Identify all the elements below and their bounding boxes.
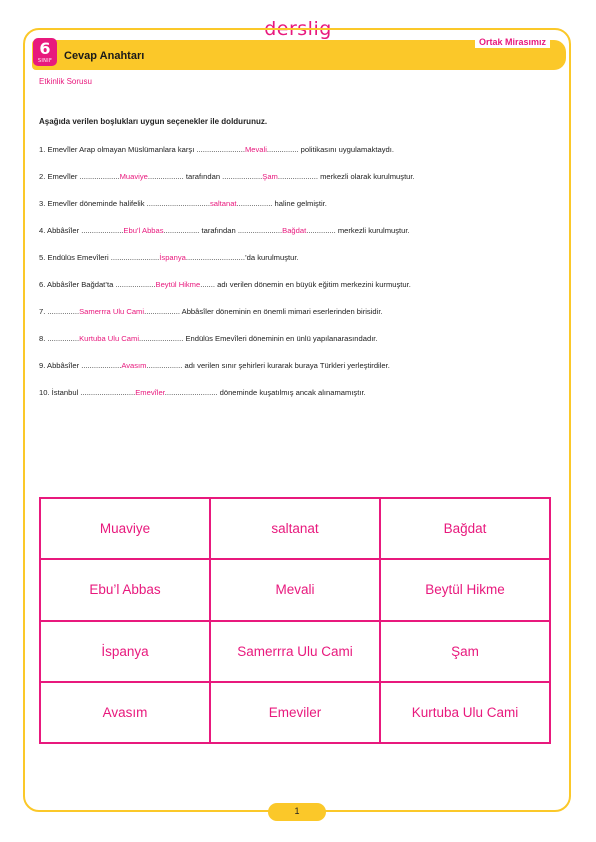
choice-cell: Emeviler [210,682,380,743]
question-text: ............................’da kurulmuştur. [185,253,299,262]
question-text: 9. Abbâsîler ................... [39,361,122,370]
question-text: ................. haline gelmiştir. [236,199,327,208]
question-text: 3. Emevîler döneminde halifelik .............................. [39,199,210,208]
choice-cell: İspanya [40,621,210,682]
question-line [39,361,390,370]
question-text: 2. Emevîler ................... [39,172,120,181]
question-text: ................. tarafından ..................... [163,226,283,235]
question-line [39,199,327,208]
choice-cell: Kurtuba Ulu Cami [380,682,550,743]
question-line [39,307,383,316]
question-text: ............... politikasını uygulamaktaydı. [266,145,394,154]
answer-text: Avasım [121,361,147,370]
question-text: 7. ............... [39,307,80,316]
choice-cell: Samerrra Ulu Cami [210,621,380,682]
choice-cell: Muaviye [40,498,210,559]
question-line [39,280,411,289]
question-text: 10. İstanbul .......................... [39,388,136,397]
question-text: ................. tarafından ................... [147,172,263,181]
question-line [39,145,394,154]
question-line [39,226,410,235]
answer-text: Mevali [244,145,267,154]
choice-cell: Beytül Hikme [380,559,550,620]
question-text: 6. Abbâsîler Bağdat’ta ................... [39,280,156,289]
question-text: 4. Abbâsîler .................... [39,226,124,235]
question-text: ......................... döneminde kuşatılmış ancak alınamamıştır. [164,388,366,397]
unit-name: Ortak Mirasımız [475,36,550,48]
answer-text: Şam [262,172,278,181]
grade-word: SINIF [37,58,53,64]
grade-badge [33,38,57,66]
answer-text: Muaviye [119,172,148,181]
question-text: ................. adı verilen sınır şehirleri kurarak buraya Türkleri yerleştirdiler. [146,361,390,370]
page-title: Cevap Anahtarı [64,50,145,62]
section-label: Etkinlik Sorusu [39,77,92,86]
choices-row [40,559,550,620]
question-line [39,172,415,181]
choice-cell: Avasım [40,682,210,743]
grade-number: 6 [39,39,51,58]
question-line [39,334,378,343]
answer-text: Beytül Hikme [155,280,201,289]
question-text: 1. Emevîler Arap olmayan Müslümanlara karşı ....................... [39,145,245,154]
question-text: ..................... Endülüs Emevîleri döneminin en ünlü yapılanarasındadır. [139,334,378,343]
question-text: .............. merkezli kurulmuştur. [306,226,410,235]
choices-row [40,498,550,559]
question-text: ....... adı verilen dönemin en büyük eğitim merkezini kurmuştur. [200,280,411,289]
choice-cell: Ebu’l Abbas [40,559,210,620]
choice-cell: saltanat [210,498,380,559]
choice-cell: Mevali [210,559,380,620]
answer-text: Ebu’l Abbas [123,226,164,235]
question-line [39,388,366,397]
brand-logo: derslig [264,18,332,40]
answer-text: Samerrra Ulu Cami [79,307,145,316]
answer-choices-table [39,497,551,744]
question-text: 8. ............... [39,334,80,343]
question-text: ................. Abbâsîler döneminin en önemli mimari eserlerinden birisidir. [144,307,383,316]
choices-row [40,621,550,682]
answer-text: saltanat [209,199,237,208]
question-text: 5. Endülüs Emevîleri ....................... [39,253,160,262]
question-text: ................... merkezli olarak kurulmuştur. [277,172,415,181]
choices-row [40,682,550,743]
answer-text: Bağdat [282,226,307,235]
choice-cell: Bağdat [380,498,550,559]
answer-text: Kurtuba Ulu Cami [79,334,140,343]
answer-text: İspanya [159,253,186,262]
page-number: 1 [294,806,300,816]
answer-text: Emevîler [135,388,165,397]
instruction-text: Aşağıda verilen boşlukları uygun seçenekler ile doldurunuz. [39,117,268,126]
choice-cell: Şam [380,621,550,682]
question-line [39,253,299,262]
